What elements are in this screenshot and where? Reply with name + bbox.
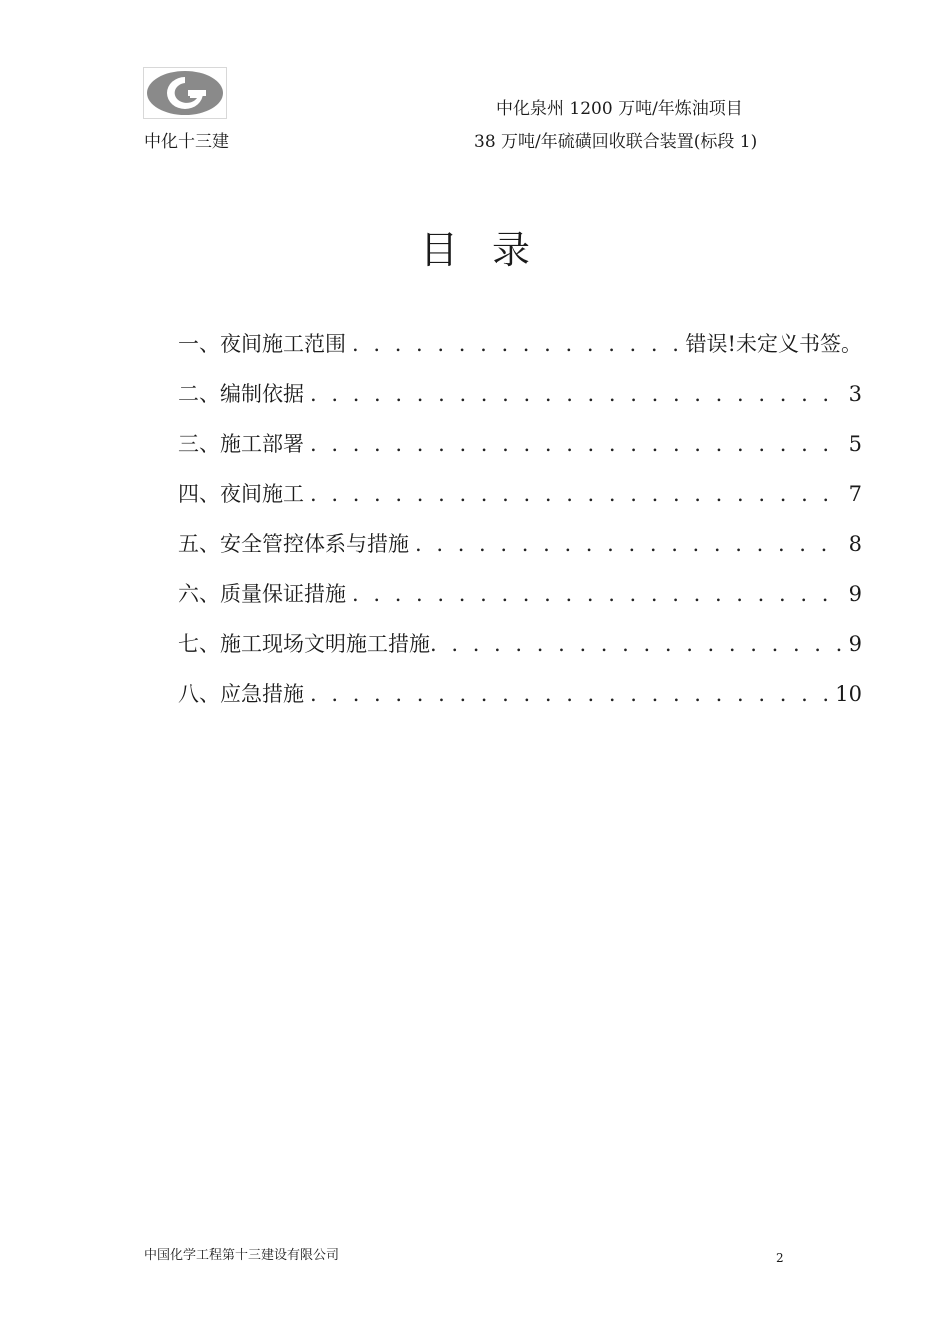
- company-logo: [143, 67, 227, 119]
- project-subtitle: 38 万吨/年硫磺回收联合装置(标段 1): [474, 132, 758, 152]
- toc-leader-dots: [352, 578, 843, 610]
- project-title: 中化泉州 1200 万吨/年炼油项目: [496, 99, 743, 119]
- toc-entry[interactable]: [178, 678, 862, 728]
- toc-entry-label: 六、质量保证措施: [178, 582, 346, 606]
- toc-entry-page: 9: [848, 632, 862, 656]
- toc-entry[interactable]: [178, 578, 862, 628]
- toc-entry-page: 7: [848, 482, 862, 506]
- toc-title: 目录: [419, 228, 564, 272]
- toc-list: [178, 328, 862, 728]
- toc-entry-page: 5: [848, 432, 862, 456]
- company-short-name: 中化十三建: [144, 132, 229, 152]
- company-logo-icon: [144, 68, 226, 118]
- footer-company-name: 中国化学工程第十三建设有限公司: [144, 1248, 340, 1263]
- toc-leader-dots: [415, 528, 843, 560]
- footer-page-number: 2: [776, 1251, 784, 1265]
- toc-entry-page: 10: [835, 682, 862, 706]
- toc-entry-label: 一、夜间施工范围: [178, 332, 346, 356]
- toc-entry-label: 四、夜间施工: [178, 482, 304, 506]
- toc-entry-label: 三、施工部署: [178, 432, 304, 456]
- toc-entry-page: 错误!未定义书签。: [685, 332, 862, 356]
- toc-leader-dots: [430, 628, 843, 660]
- toc-entry-label: 八、应急措施: [178, 682, 304, 706]
- toc-entry-page: 8: [848, 532, 862, 556]
- toc-leader-dots: [310, 378, 843, 410]
- toc-entry[interactable]: [178, 628, 862, 678]
- toc-entry[interactable]: [178, 378, 862, 428]
- toc-entry[interactable]: [178, 428, 862, 478]
- toc-entry-page: 3: [848, 382, 862, 406]
- toc-entry[interactable]: [178, 478, 862, 528]
- toc-entry[interactable]: [178, 328, 862, 378]
- toc-entry[interactable]: [178, 528, 862, 578]
- toc-leader-dots: [352, 328, 680, 360]
- toc-leader-dots: [310, 428, 843, 460]
- toc-leader-dots: [310, 478, 843, 510]
- toc-entry-label: 七、施工现场文明施工措施: [178, 632, 430, 656]
- toc-entry-label: 二、编制依据: [178, 382, 304, 406]
- toc-leader-dots: [310, 678, 829, 710]
- toc-entry-label: 五、安全管控体系与措施: [178, 532, 409, 556]
- toc-entry-page: 9: [848, 582, 862, 606]
